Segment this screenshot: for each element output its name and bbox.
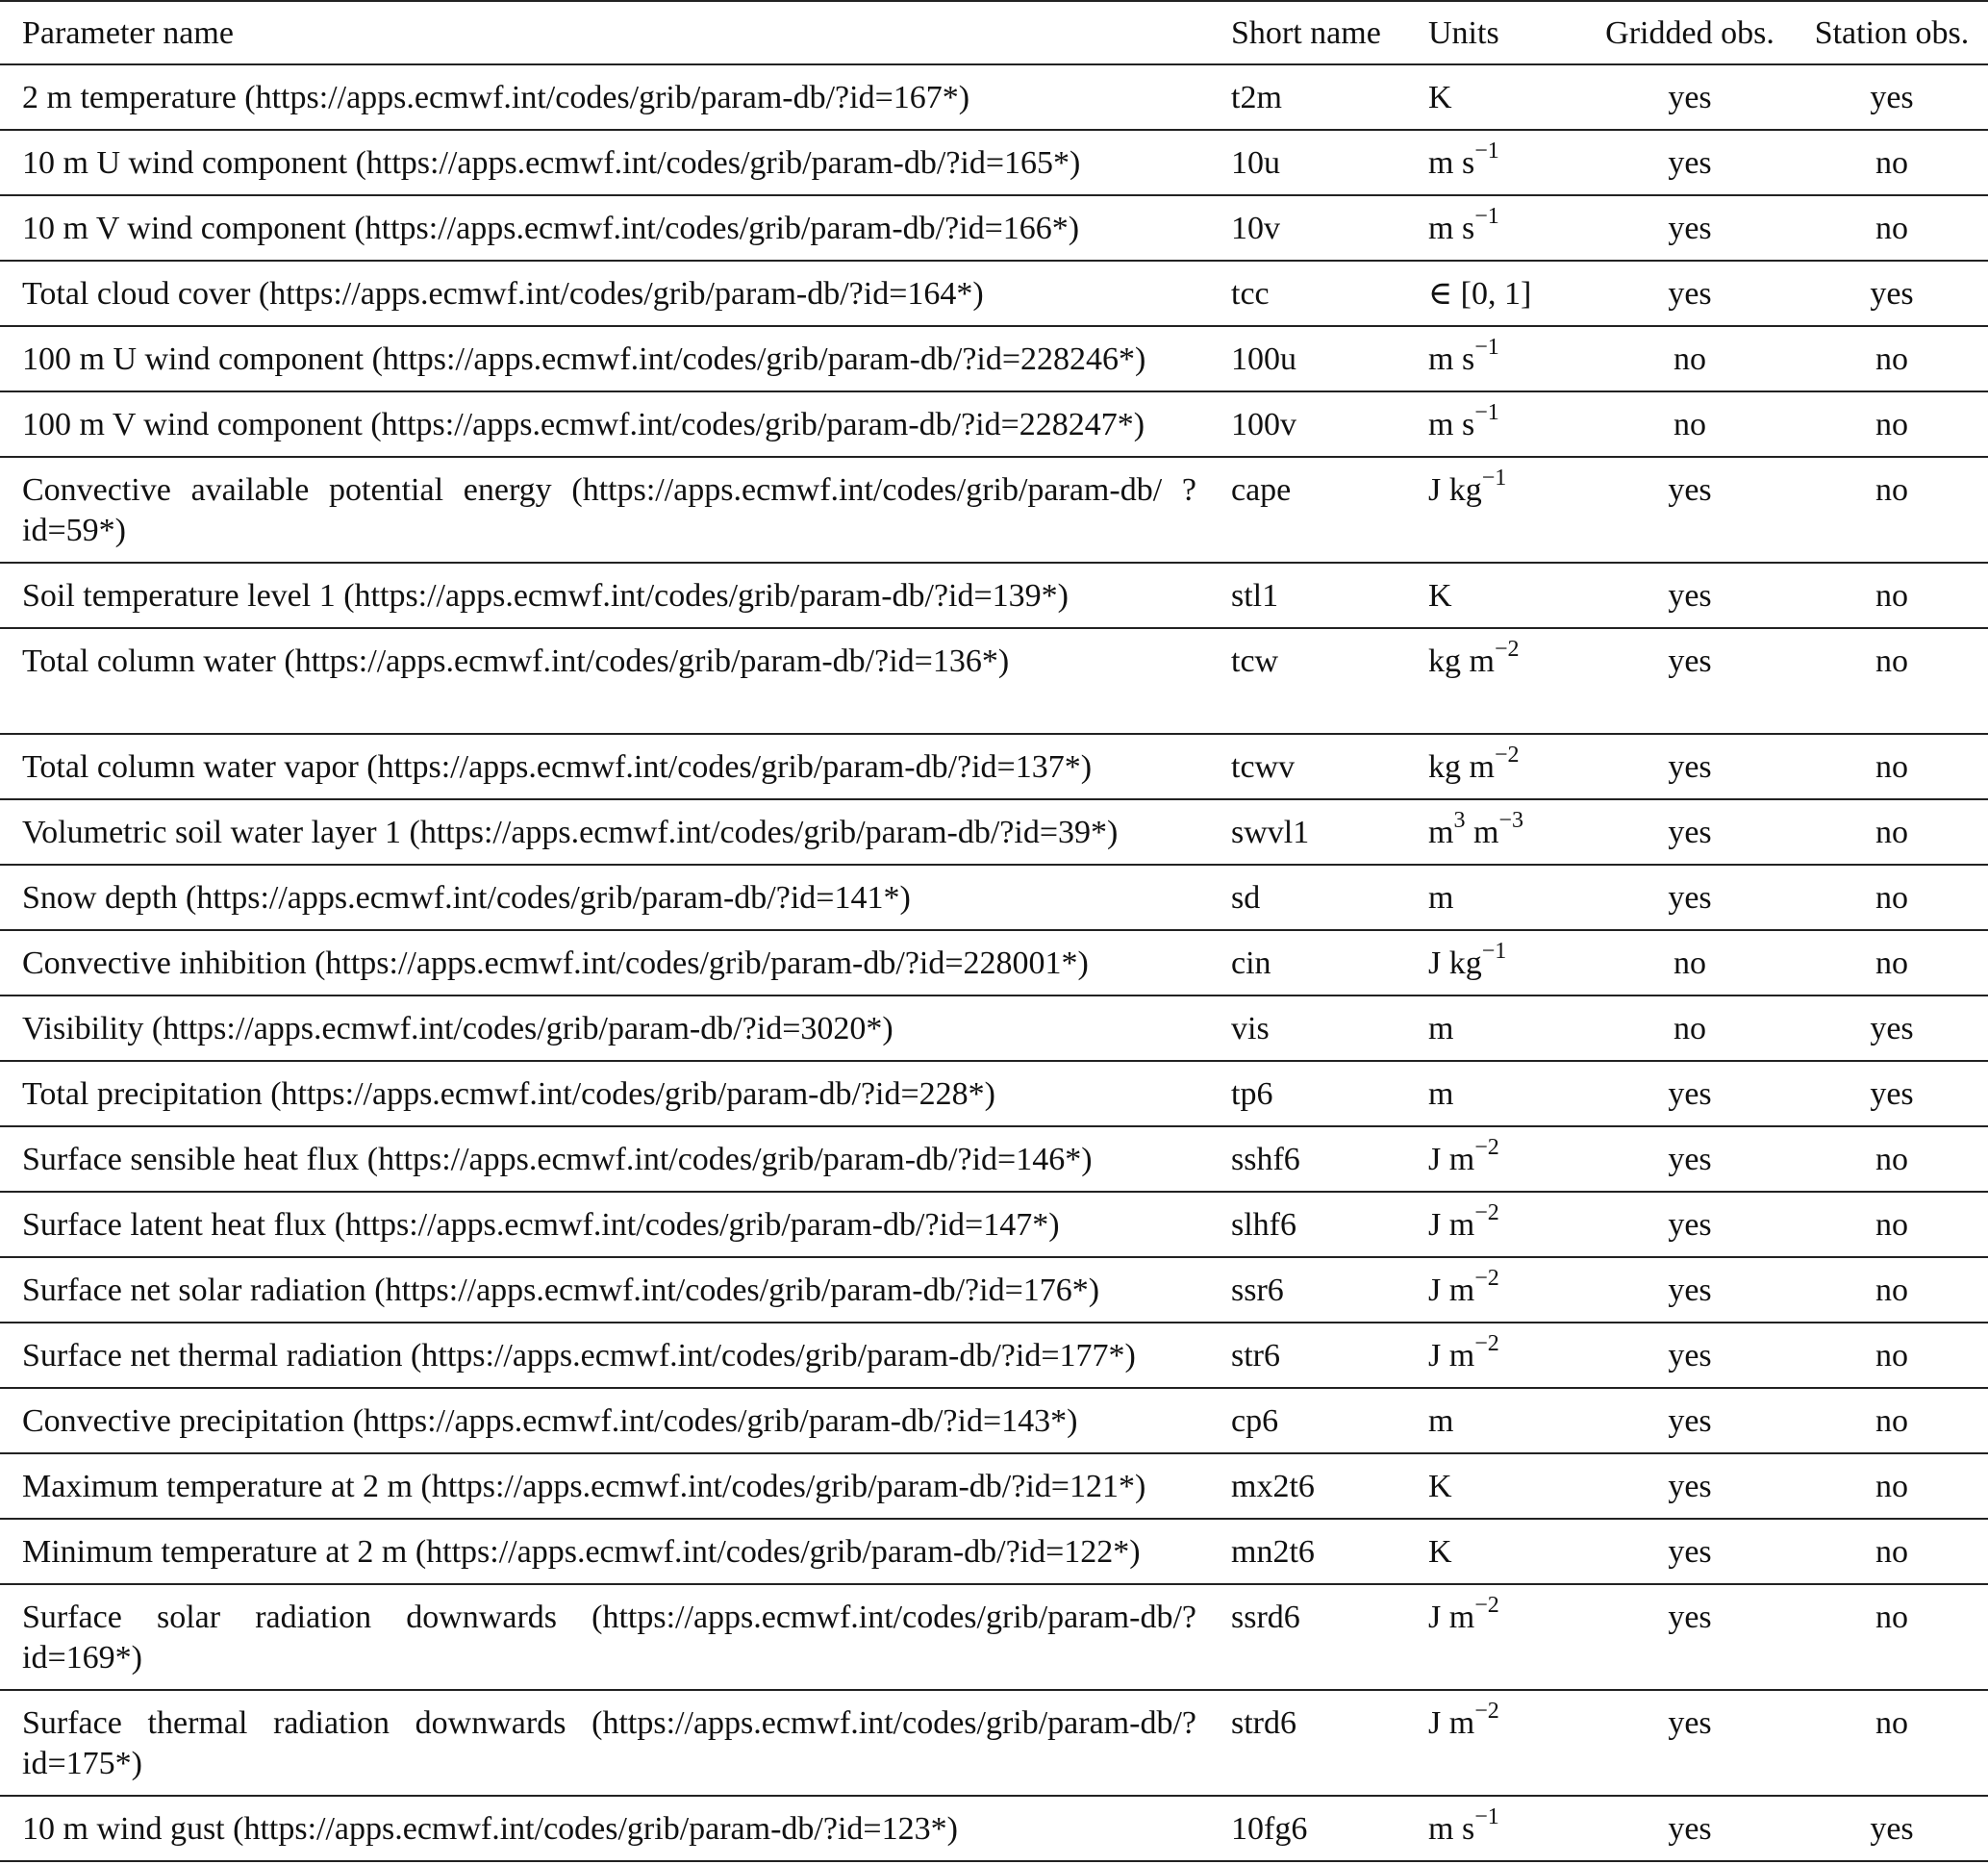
table-row: [0, 1388, 1988, 1453]
cell-short-name: cin: [1231, 945, 1271, 981]
unit-value: [1428, 1266, 1499, 1308]
cell-station-obs: no: [1875, 1534, 1908, 1570]
cell-parameter-name: Total precipitation (https://apps.ecmwf.int/codes/grib/param-db/?id=228*): [22, 1076, 995, 1112]
cell-short-name: mn2t6: [1231, 1534, 1315, 1570]
unit-value: [1428, 1135, 1499, 1177]
table-row: [0, 1519, 1988, 1584]
unit-value: [1428, 204, 1499, 246]
cell-station-obs: no: [1875, 1142, 1908, 1177]
cell-gridded-obs: no: [1673, 341, 1706, 377]
cell-units: [1428, 1323, 1584, 1388]
cell-parameter-name: Surface latent heat flux (https://apps.ecmwf.int/codes/grib/param-db/?id=147*): [22, 1207, 1060, 1243]
unit-exponent: −1: [1474, 400, 1499, 425]
table-row: [0, 1796, 1988, 1861]
cell-parameter-name: Total cloud cover (https://apps.ecmwf.int/codes/grib/param-db/?id=164*): [22, 276, 984, 312]
unit-base: m s: [1428, 407, 1475, 442]
cell-station-obs: yes: [1870, 1811, 1914, 1847]
cell-station-obs: yes: [1870, 276, 1914, 312]
unit-base: m: [1428, 1403, 1454, 1439]
unit-value: [1428, 1011, 1453, 1046]
unit-base: K: [1428, 80, 1452, 115]
cell-short-name: swvl1: [1231, 815, 1310, 850]
cell-units: [1428, 1796, 1584, 1861]
cell-parameter-name: Total column water (https://apps.ecmwf.int/codes/grib/param-db/?id=136*): [22, 643, 1010, 679]
cell-units: [1428, 326, 1584, 391]
cell-short-name: 10u: [1231, 145, 1280, 181]
cell-short-name: str6: [1231, 1338, 1280, 1374]
cell-short-name: sshf6: [1231, 1142, 1300, 1177]
cell-parameter-name: 10 m U wind component (https://apps.ecmwf.int/codes/grib/param-db/?id=165*): [22, 145, 1081, 181]
header-short-name: Short name: [1231, 15, 1381, 51]
cell-gridded-obs: yes: [1668, 880, 1712, 916]
cell-parameter-name: 10 m wind gust (https://apps.ecmwf.int/codes/grib/param-db/?id=123*): [22, 1811, 958, 1847]
table-row: [0, 261, 1988, 326]
unit-base: J m: [1428, 1273, 1475, 1308]
cell-gridded-obs: yes: [1668, 211, 1712, 246]
unit-base: K: [1428, 1469, 1452, 1504]
cell-units: [1428, 1061, 1584, 1126]
cell-short-name: 10fg6: [1231, 1811, 1308, 1847]
cell-gridded-obs: yes: [1668, 815, 1712, 850]
cell-station-obs: yes: [1870, 80, 1914, 115]
table-row: [0, 130, 1988, 195]
cell-gridded-obs: yes: [1668, 145, 1712, 181]
cell-parameter-name: 100 m V wind component (https://apps.ecmwf.int/codes/grib/param-db/?id=228247*): [22, 407, 1145, 442]
cell-gridded-obs: yes: [1668, 578, 1712, 614]
unit-base: J m: [1428, 1142, 1475, 1177]
unit-value: [1428, 80, 1452, 115]
unit-value: [1428, 335, 1499, 377]
cell-short-name: cp6: [1231, 1403, 1279, 1439]
cell-station-obs: no: [1875, 1705, 1908, 1741]
unit-exponent: −2: [1474, 1699, 1499, 1724]
cell-short-name: slhf6: [1231, 1207, 1296, 1243]
unit-value: [1428, 1200, 1499, 1243]
unit-base: m: [1428, 880, 1454, 916]
cell-station-obs: no: [1875, 749, 1908, 785]
table-row: [0, 734, 1988, 799]
unit-exponent: −1: [1474, 204, 1499, 229]
unit-value: [1428, 1076, 1453, 1112]
cell-gridded-obs: yes: [1668, 1705, 1712, 1741]
unit-exponent: −2: [1474, 1331, 1499, 1356]
cell-units: [1428, 1192, 1584, 1257]
header-units: Units: [1428, 15, 1499, 51]
unit-base: m: [1428, 1076, 1454, 1112]
unit-exponent: −2: [1494, 637, 1520, 662]
table-row: [0, 865, 1988, 930]
unit-value: [1428, 1534, 1452, 1570]
cell-station-obs: no: [1875, 815, 1908, 850]
unit-base: kg m: [1428, 643, 1495, 679]
unit-value: [1428, 1403, 1453, 1439]
cell-units: [1428, 1257, 1584, 1323]
cell-parameter-name: Maximum temperature at 2 m (https://apps.ecmwf.int/codes/grib/param-db/?id=121*): [22, 1469, 1146, 1504]
cell-parameter-name: Snow depth (https://apps.ecmwf.int/codes/grib/param-db/?id=141*): [22, 880, 911, 916]
cell-units: [1428, 628, 1584, 734]
unit-value: [1428, 400, 1499, 442]
unit-base: m: [1428, 1011, 1454, 1046]
cell-station-obs: no: [1875, 1273, 1908, 1308]
unit-base: J m: [1428, 1207, 1475, 1243]
unit-exponent: −2: [1494, 743, 1520, 768]
unit-value: [1428, 139, 1499, 181]
cell-short-name: tp6: [1231, 1076, 1273, 1112]
cell-gridded-obs: yes: [1668, 1534, 1712, 1570]
table-row: [0, 1126, 1988, 1192]
cell-short-name: tcc: [1231, 276, 1270, 312]
cell-station-obs: no: [1875, 578, 1908, 614]
cell-short-name: strd6: [1231, 1705, 1296, 1741]
cell-station-obs: no: [1875, 407, 1908, 442]
cell-parameter-name: 100 m U wind component (https://apps.ecmwf.int/codes/grib/param-db/?id=228246*): [22, 341, 1146, 377]
table-row: [0, 1453, 1988, 1519]
table-row: [0, 563, 1988, 628]
cell-units: [1428, 457, 1584, 563]
unit-base: K: [1428, 1534, 1452, 1570]
unit-exponent-2: −3: [1498, 808, 1523, 833]
cell-gridded-obs: yes: [1668, 643, 1712, 679]
cell-short-name: sd: [1231, 880, 1261, 916]
unit-value: [1428, 637, 1520, 679]
table-row: [0, 628, 1988, 734]
cell-units: [1428, 1584, 1584, 1690]
cell-units: [1428, 64, 1584, 130]
cell-gridded-obs: yes: [1668, 1338, 1712, 1374]
cell-units: [1428, 996, 1584, 1061]
cell-parameter-name: Surface sensible heat flux (https://apps.ecmwf.int/codes/grib/param-db/?id=146*): [22, 1142, 1093, 1177]
unit-value: [1428, 1331, 1499, 1374]
cell-units: [1428, 1388, 1584, 1453]
cell-short-name: 10v: [1231, 211, 1280, 246]
table-row: [0, 930, 1988, 996]
cell-parameter-name: Convective available potential energy (https://apps.ecmwf.int/codes/grib/param-db/ ?id=59*): [22, 472, 1196, 548]
table-header-row: [0, 1, 1988, 64]
cell-gridded-obs: yes: [1668, 1403, 1712, 1439]
cell-station-obs: yes: [1870, 1011, 1914, 1046]
table-row: [0, 195, 1988, 261]
unit-exponent: −2: [1474, 1135, 1499, 1160]
cell-gridded-obs: yes: [1668, 472, 1712, 508]
cell-parameter-name: Convective inhibition (https://apps.ecmwf.int/codes/grib/param-db/?id=228001*): [22, 945, 1089, 981]
table-row: [0, 1690, 1988, 1796]
unit-exponent: −1: [1474, 335, 1499, 360]
cell-gridded-obs: yes: [1668, 1273, 1712, 1308]
cell-short-name: stl1: [1231, 578, 1279, 614]
cell-station-obs: no: [1875, 1469, 1908, 1504]
unit-exponent: −2: [1474, 1200, 1499, 1225]
unit-base-2: m: [1465, 815, 1499, 850]
header-parameter-name: Parameter name: [22, 15, 234, 51]
cell-station-obs: no: [1875, 1338, 1908, 1374]
table-row: [0, 1192, 1988, 1257]
cell-parameter-name: Surface solar radiation downwards (https://apps.ecmwf.int/codes/grib/param-db/?id=169*): [22, 1600, 1196, 1676]
cell-short-name: vis: [1231, 1011, 1270, 1046]
cell-gridded-obs: yes: [1668, 1076, 1712, 1112]
unit-exponent: −1: [1474, 139, 1499, 164]
cell-gridded-obs: yes: [1668, 1469, 1712, 1504]
cell-parameter-name: 2 m temperature (https://apps.ecmwf.int/codes/grib/param-db/?id=167*): [22, 80, 970, 115]
cell-short-name: mx2t6: [1231, 1469, 1315, 1504]
cell-station-obs: no: [1875, 1207, 1908, 1243]
cell-parameter-name: Surface net solar radiation (https://apps.ecmwf.int/codes/grib/param-db/?id=176*): [22, 1273, 1100, 1308]
unit-base: kg m: [1428, 749, 1495, 785]
unit-exponent: −2: [1474, 1593, 1499, 1618]
header-station-obs: Station obs.: [1814, 15, 1970, 51]
cell-gridded-obs: yes: [1668, 1811, 1712, 1847]
unit-value: [1428, 1699, 1499, 1741]
cell-station-obs: no: [1875, 643, 1908, 679]
cell-gridded-obs: no: [1673, 945, 1706, 981]
unit-value: [1428, 1804, 1499, 1847]
cell-parameter-name: Surface net thermal radiation (https://apps.ecmwf.int/codes/grib/param-db/?id=177*): [22, 1338, 1136, 1374]
unit-exponent: −2: [1474, 1266, 1499, 1291]
cell-units: [1428, 1690, 1584, 1796]
cell-short-name: 100u: [1231, 341, 1296, 377]
unit-exponent: −1: [1481, 466, 1507, 491]
cell-station-obs: no: [1875, 211, 1908, 246]
table-row: [0, 1257, 1988, 1323]
cell-units: [1428, 130, 1584, 195]
cell-station-obs: no: [1875, 945, 1908, 981]
header-gridded-obs: Gridded obs.: [1605, 15, 1774, 51]
cell-parameter-name: 10 m V wind component (https://apps.ecmwf.int/codes/grib/param-db/?id=166*): [22, 211, 1080, 246]
unit-base: K: [1428, 578, 1452, 614]
unit-base: m s: [1428, 1811, 1475, 1847]
unit-exponent: 3: [1453, 808, 1466, 833]
cell-units: [1428, 563, 1584, 628]
unit-base: J kg: [1428, 472, 1482, 508]
cell-units: [1428, 195, 1584, 261]
unit-base: m s: [1428, 145, 1475, 181]
cell-short-name: ssrd6: [1231, 1600, 1300, 1635]
table-row: [0, 799, 1988, 865]
cell-station-obs: no: [1875, 880, 1908, 916]
cell-station-obs: no: [1875, 472, 1908, 508]
cell-short-name: ssr6: [1231, 1273, 1284, 1308]
table-row: [0, 457, 1988, 563]
cell-parameter-name: Volumetric soil water layer 1 (https://apps.ecmwf.int/codes/grib/param-db/?id=39*): [22, 815, 1119, 850]
unit-exponent: −1: [1481, 939, 1507, 964]
cell-gridded-obs: yes: [1668, 1600, 1712, 1635]
cell-parameter-name: Minimum temperature at 2 m (https://apps.ecmwf.int/codes/grib/param-db/?id=122*): [22, 1534, 1141, 1570]
unit-base: J m: [1428, 1705, 1475, 1741]
cell-gridded-obs: yes: [1668, 80, 1712, 115]
cell-gridded-obs: no: [1673, 407, 1706, 442]
cell-station-obs: yes: [1870, 1076, 1914, 1112]
unit-base: J m: [1428, 1600, 1475, 1635]
cell-parameter-name: Convective precipitation (https://apps.ecmwf.int/codes/grib/param-db/?id=143*): [22, 1403, 1078, 1439]
cell-station-obs: no: [1875, 341, 1908, 377]
unit-value: [1428, 1469, 1452, 1504]
unit-base: m s: [1428, 341, 1475, 377]
cell-units: [1428, 1519, 1584, 1584]
cell-units: [1428, 734, 1584, 799]
table-row: [0, 391, 1988, 457]
cell-short-name: tcwv: [1231, 749, 1296, 785]
cell-parameter-name: Total column water vapor (https://apps.ecmwf.int/codes/grib/param-db/?id=137*): [22, 749, 1093, 785]
unit-value: [1428, 578, 1452, 614]
cell-units: [1428, 799, 1584, 865]
cell-short-name: cape: [1231, 472, 1292, 508]
unit-base: J kg: [1428, 945, 1482, 981]
cell-gridded-obs: yes: [1668, 276, 1712, 312]
cell-units: [1428, 1126, 1584, 1192]
cell-gridded-obs: yes: [1668, 1207, 1712, 1243]
unit-base: J m: [1428, 1338, 1475, 1374]
cell-short-name: 100v: [1231, 407, 1296, 442]
unit-base: m: [1428, 815, 1454, 850]
unit-value: [1428, 880, 1453, 916]
table-row: [0, 64, 1988, 130]
cell-short-name: tcw: [1231, 643, 1279, 679]
table-row: [0, 1323, 1988, 1388]
unit-value: [1428, 276, 1531, 312]
cell-parameter-name: Visibility (https://apps.ecmwf.int/codes/grib/param-db/?id=3020*): [22, 1011, 893, 1046]
table-row: [0, 1584, 1988, 1690]
unit-value: [1428, 808, 1523, 850]
cell-parameter-name: Soil temperature level 1 (https://apps.ecmwf.int/codes/grib/param-db/?id=139*): [22, 578, 1069, 614]
table-row: [0, 996, 1988, 1061]
unit-value: [1428, 939, 1507, 981]
cell-units: [1428, 1453, 1584, 1519]
unit-base: ∈ [0, 1]: [1428, 276, 1532, 312]
unit-exponent: −1: [1474, 1804, 1499, 1829]
cell-short-name: t2m: [1231, 80, 1282, 115]
cell-gridded-obs: no: [1673, 1011, 1706, 1046]
unit-value: [1428, 466, 1507, 508]
unit-base: m s: [1428, 211, 1475, 246]
cell-station-obs: no: [1875, 145, 1908, 181]
cell-units: [1428, 391, 1584, 457]
cell-station-obs: no: [1875, 1600, 1908, 1635]
cell-units: [1428, 261, 1584, 326]
unit-value: [1428, 1593, 1499, 1635]
table-row: [0, 1061, 1988, 1126]
table-row: [0, 326, 1988, 391]
cell-units: [1428, 865, 1584, 930]
cell-units: [1428, 930, 1584, 996]
cell-gridded-obs: yes: [1668, 749, 1712, 785]
cell-parameter-name: Surface thermal radiation downwards (https://apps.ecmwf.int/codes/grib/param-db/?id=175*): [22, 1705, 1196, 1781]
unit-value: [1428, 743, 1520, 785]
cell-station-obs: no: [1875, 1403, 1908, 1439]
cell-gridded-obs: yes: [1668, 1142, 1712, 1177]
